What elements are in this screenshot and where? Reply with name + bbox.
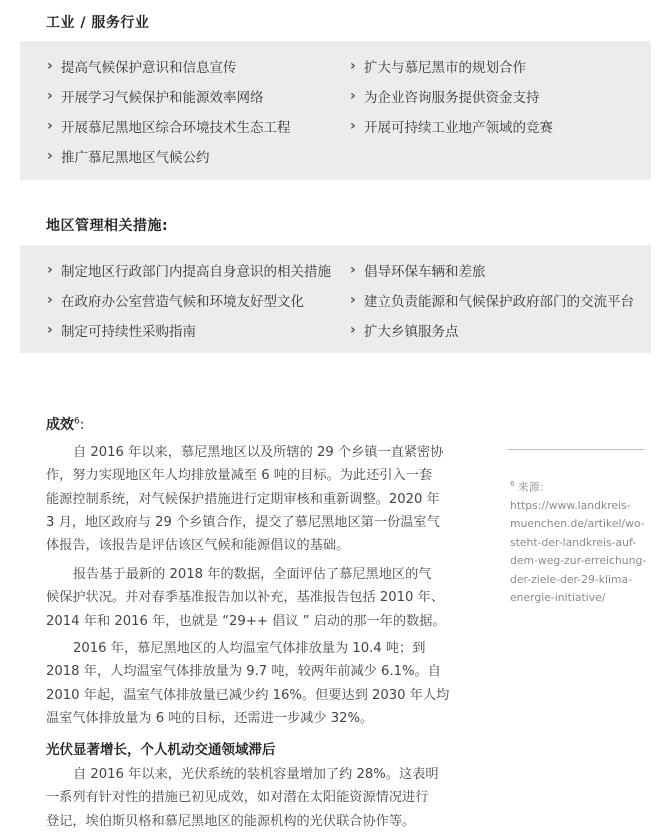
chevron-right-icon: › — [47, 262, 53, 278]
list-item: › 扩大与慕尼黑市的规划合作 — [350, 58, 526, 76]
chevron-right-icon: › — [350, 262, 356, 278]
list-item: › 开展慕尼黑地区综合环境技术生态工程 — [47, 118, 291, 136]
results-paragraph-2: 报告基于最新的 2018 年的数据，全面评估了慕尼黑地区的气 候保护状况。并对春季基准报告加以补充，基准报告包括 2010 年、 2014 年和 2016 年，也就是 “29++ 倡议 ” 启动的那一年的数据。 — [46, 567, 446, 629]
industry-measures-box — [20, 41, 651, 180]
list-item: › 为企业咨询服务提供资金支持 — [350, 88, 540, 106]
source-url-line: steht-der-landkreis-auf- — [510, 535, 637, 549]
chevron-right-icon: › — [47, 322, 53, 338]
list-item: › 开展可持续工业地产领域的竞赛 — [350, 118, 553, 136]
sidenote-source: $^6$ 来源： https://www.landkreis- muenchen.de/artikel/wo- steht-der-landkreis-auf- dem-weg-zur-erreichung- der-ziele-der-29-klima- energie-initiative/ — [510, 475, 646, 607]
footnote-ref: 6 — [74, 416, 80, 427]
chevron-right-icon: › — [350, 322, 356, 338]
chevron-right-icon: › — [47, 58, 53, 74]
list-item: › 建立负责能源和气候保护政府部门的交流平台 — [350, 292, 634, 310]
results-paragraph-1: 自 2016 年以来，慕尼黑地区以及所辖的 29 个乡镇一直紧密协 作，努力实现地区年人均排放量减至 6 吨的目标。为此还引入一套 能源控制系统，对气候保护措施进行定期审核和重新调整。2020 年 3 月，地区政府与 29 个乡镇合作，提交了慕尼黑地区第一份温室气 体报告，该报告是评估该区气候和能源倡议的基础。 — [46, 445, 444, 554]
results-paragraph-3: 2016 年，慕尼黑地区的人均温室气体排放量为 10.4 吨；到 2018 年，人均温室气体排放量为 9.7 吨，较两年前减少 6.1%。自 2010 年起，温室气体排放量已减少约 16%。但要达到 2030 年人均 温室气体排放量为 6 吨的目标，还需进一步减少 32%。 — [46, 641, 450, 726]
list-item: › 开展学习气候保护和能源效率网络 — [47, 88, 264, 106]
chevron-right-icon: › — [350, 118, 356, 134]
source-url-line: energie-initiative/ — [510, 591, 606, 605]
list-item: › 制定可持续性采购指南 — [47, 322, 196, 340]
list-item: › 制定地区行政部门内提高自身意识的相关措施 — [47, 262, 331, 280]
sidenote-divider — [508, 449, 644, 450]
list-item: › 在政府办公室营造气候和环境友好型文化 — [47, 292, 304, 310]
chevron-right-icon: › — [47, 118, 53, 134]
chevron-right-icon: › — [47, 292, 53, 308]
source-url-line: muenchen.de/artikel/wo- — [510, 517, 645, 531]
industry-section-title: 工业 / 服务行业 — [46, 15, 150, 31]
source-url-line: dem-weg-zur-erreichung- — [510, 554, 647, 568]
chevron-right-icon: › — [47, 148, 53, 164]
results-heading: 成效$^6$: — [46, 416, 85, 433]
pv-subheading: 光伏显著增长，个人机动交通领域滞后 — [46, 742, 276, 758]
results-paragraph-4: 自 2016 年以来，光伏系统的装机容量增加了约 28%。这表明 一系列有针对性的措施已初见成效，如对潜在太阳能资源情况进行 登记，埃伯斯贝格和慕尼黑地区的能源机构的光伏联合协作等。 — [46, 767, 439, 829]
list-item: › 倡导环保车辆和差旅 — [350, 262, 486, 280]
list-item: › 扩大乡镇服务点 — [350, 322, 459, 340]
chevron-right-icon: › — [350, 88, 356, 104]
chevron-right-icon: › — [350, 58, 356, 74]
source-url-line: der-ziele-der-29-klima- — [510, 572, 633, 586]
chevron-right-icon: › — [47, 88, 53, 104]
admin-section-title: 地区管理相关措施: — [46, 218, 169, 234]
source-url-line: https://www.landkreis- — [510, 499, 631, 512]
list-item: › 推广慕尼黑地区气候公约 — [47, 148, 210, 166]
chevron-right-icon: › — [350, 292, 356, 308]
list-item: › 提高气候保护意识和信息宣传 — [47, 58, 237, 76]
admin-measures-box — [20, 245, 651, 353]
